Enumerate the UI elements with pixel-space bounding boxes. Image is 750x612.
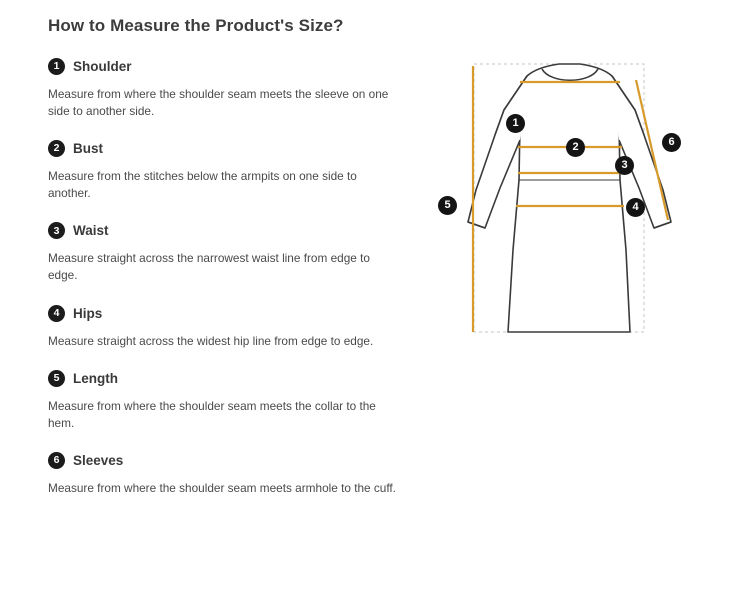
measurement-label: Length [73, 370, 118, 386]
number-badge-icon: 5 [48, 370, 65, 387]
number-badge-icon: 2 [48, 140, 65, 157]
waist-marker: 3 [615, 156, 634, 175]
list-item [48, 222, 418, 284]
measurement-list [48, 58, 418, 517]
length-marker: 5 [438, 196, 457, 215]
list-item [48, 370, 418, 432]
list-item [48, 58, 418, 120]
measurement-label: Waist [73, 223, 109, 239]
number-badge-icon: 4 [48, 305, 65, 322]
page-title: How to Measure the Product's Size? [48, 16, 344, 35]
dress-diagram-svg [430, 40, 710, 360]
measurement-label: Sleeves [73, 452, 124, 468]
measurement-description: Measure straight across the widest hip line from edge to edge. [48, 333, 374, 348]
bust-marker: 2 [566, 138, 585, 157]
number-badge-icon: 3 [48, 222, 65, 239]
shoulder-marker: 1 [506, 114, 525, 133]
measurement-header [48, 222, 418, 239]
number-badge-icon: 1 [48, 58, 65, 75]
measurement-description: Measure from where the shoulder seam meets the sleeve on one side to another side. [48, 87, 389, 119]
list-item [48, 452, 418, 497]
measurement-label: Shoulder [73, 59, 132, 74]
list-item [48, 305, 418, 350]
measurement-header [48, 58, 418, 75]
measurement-header [48, 140, 418, 157]
measurement-description: Measure from where the shoulder seam meets armhole to the cuff. [48, 480, 396, 495]
measurement-label: Hips [73, 305, 103, 321]
hips-marker: 4 [626, 198, 645, 217]
number-badge-icon: 6 [48, 452, 65, 469]
measurement-header [48, 452, 418, 469]
measurement-label: Bust [73, 141, 103, 157]
sleeves-marker: 6 [662, 133, 681, 152]
measurement-description: Measure straight across the narrowest waist line from edge to edge. [48, 251, 370, 283]
list-item [48, 140, 418, 202]
measurement-header [48, 305, 418, 322]
dress-measurement-diagram [430, 40, 710, 360]
measurement-header [48, 370, 418, 387]
measurement-description: Measure from the stitches below the armpits on one side to another. [48, 169, 357, 201]
measurement-description: Measure from where the shoulder seam meets the collar to the hem. [48, 398, 376, 430]
